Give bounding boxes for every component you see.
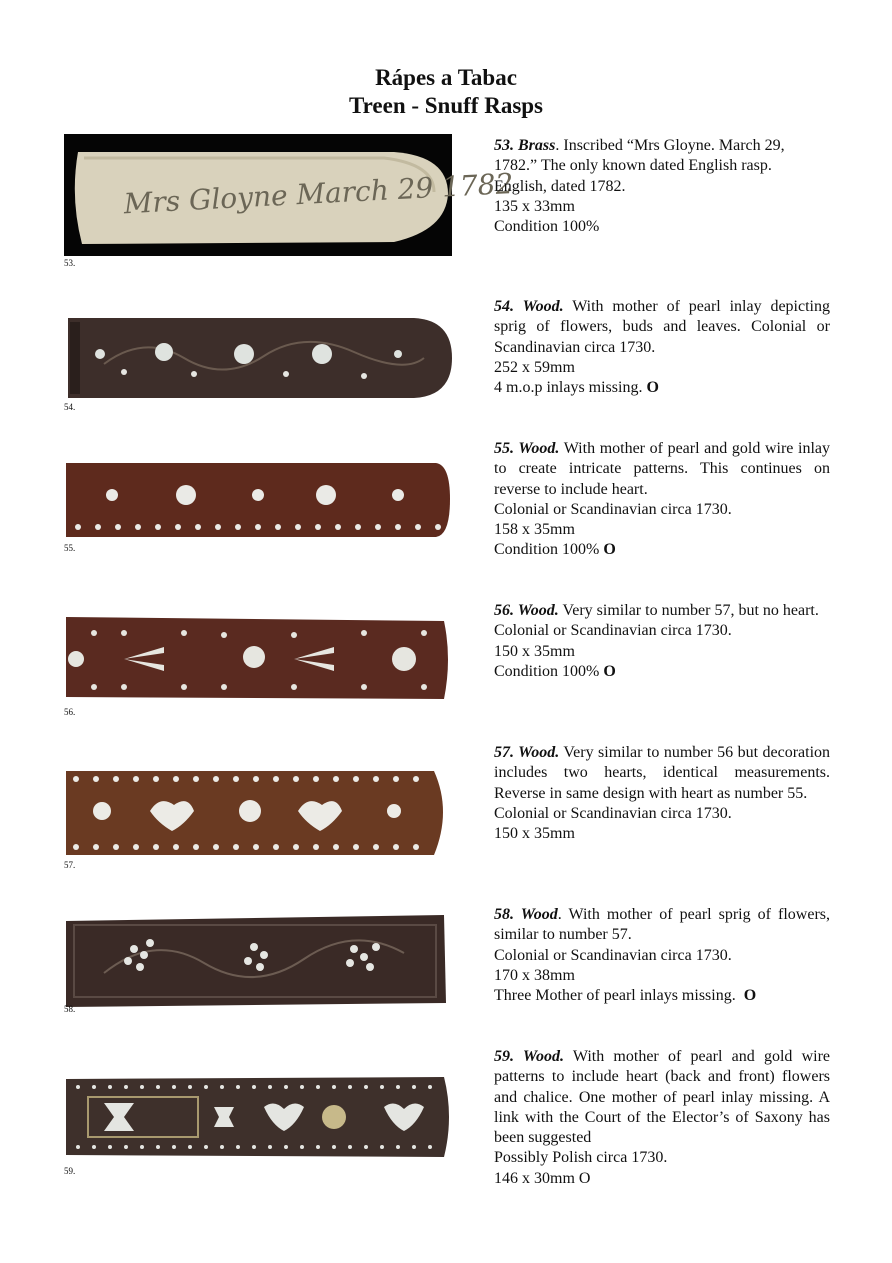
lot-53-description: 53. Brass. Inscribed “Mrs Gloyne. March 29, 1782.” The only known dated English rasp. English, dated 1782. 135 x 33mm Condition 100% [494, 136, 830, 237]
lot-54-last-line: 4 m.o.p inlays missing. [494, 379, 643, 397]
lot-57-line-1: Very similar to number 56 but decoration includes two hearts, identical measurements. Reverse in same design with heart as number 55. [494, 744, 831, 802]
lot-56-mark: O [603, 662, 616, 680]
figure-label-57: 57. [64, 860, 76, 870]
rasp-58-photo [64, 913, 448, 1009]
lot-59-line-2: Possibly Polish circa 1730. [494, 1149, 668, 1167]
lot-55-heading: 55. Wood. [494, 440, 560, 457]
figure-label-55: 55. [64, 543, 76, 553]
rasp-55-photo [64, 459, 452, 541]
rasp-53-inscription: Mrs Gloyne March 29 1782 [122, 166, 515, 221]
rasp-56-photo [64, 613, 452, 705]
lot-55-last-line: Condition 100% [494, 541, 600, 559]
lot-57-line-2: Colonial or Scandinavian circa 1730. [494, 804, 732, 822]
lot-57-heading: 57. Wood. [494, 744, 560, 761]
figure-label-59: 59. [64, 1166, 76, 1176]
lot-55-line-1: With mother of pearl and gold wire inlay to create intricate patterns. This continues on reverse to include heart. [494, 440, 831, 498]
lot-56-description [494, 601, 830, 682]
lot-59-line-1: With mother of pearl and gold wire patterns to include heart (back and front) flowers and chalice. One mother of pearl inlay missing. A link with the Court of the Elector’s of Saxony has been suggested [494, 1048, 831, 1147]
lot-58-description [494, 905, 830, 1006]
lot-56-line-3: 150 x 35mm [494, 642, 575, 660]
lot-54-heading: 54. Wood. [494, 298, 564, 315]
figure-label-54: 54. [64, 402, 76, 412]
lot-53-line-1: Inscribed “Mrs Gloyne. March 29, [563, 137, 785, 154]
lot-59-line-3: 146 x 30mm O [494, 1169, 591, 1187]
title-line-1: Rápes a Tabac [375, 65, 517, 90]
rasp-59-photo [64, 1073, 454, 1161]
lot-55-line-3: 158 x 35mm [494, 521, 575, 539]
lot-55-mark: O [603, 541, 616, 559]
lot-55-description [494, 439, 830, 561]
lot-53-line-2: 1782.” The only known dated English rasp. [494, 157, 772, 175]
lot-54-line-1: With mother of pearl inlay depicting sprig of flowers, buds and leaves. Colonial or Scandinavian circa 1730. [494, 298, 830, 356]
lot-58-heading: 58. Wood [494, 906, 558, 923]
lot-58-last-line: Three Mother of pearl inlays missing. [494, 987, 736, 1005]
figure-label-53: 53. [64, 258, 76, 268]
lot-58-line-2: Colonial or Scandinavian circa 1730. [494, 946, 732, 964]
figure-label-56: 56. [64, 707, 76, 717]
lot-53-line-5: Condition 100% [494, 218, 600, 236]
lot-57-line-3: 150 x 35mm [494, 825, 575, 843]
lot-56-heading: 56. Wood. [494, 602, 559, 619]
title-line-2: Treen - Snuff Rasps [348, 93, 544, 118]
lot-58-line-3: 170 x 38mm [494, 966, 575, 984]
lot-54-description [494, 297, 830, 398]
lot-54-mark: O [646, 379, 659, 397]
lot-57-description [494, 743, 830, 844]
lot-53-heading: 53. Brass [494, 137, 556, 154]
rasp-53-photo [64, 134, 515, 256]
lot-54-line-2: 252 x 59mm [494, 358, 575, 376]
lot-55-line-2: Colonial or Scandinavian circa 1730. [494, 500, 732, 518]
lot-58-line-1: . With mother of pearl sprig of flowers, similar to number 57. [494, 906, 830, 944]
lot-59-heading: 59. Wood. [494, 1048, 564, 1065]
lot-58-mark: O [743, 987, 757, 1005]
lot-56-line-2: Colonial or Scandinavian circa 1730. [494, 622, 732, 640]
figure-label-58: 58. [64, 1004, 76, 1014]
lot-56-line-1: Very similar to number 57, but no heart. [562, 602, 819, 619]
lot-59-description [494, 1047, 830, 1189]
lot-56-last-line: Condition 100% [494, 662, 600, 680]
lot-53-line-3: English, dated 1782. [494, 177, 626, 195]
lot-53-line-4: 135 x 33mm [494, 197, 575, 215]
rasp-54-photo [64, 312, 456, 404]
rasp-57-photo [64, 765, 454, 861]
